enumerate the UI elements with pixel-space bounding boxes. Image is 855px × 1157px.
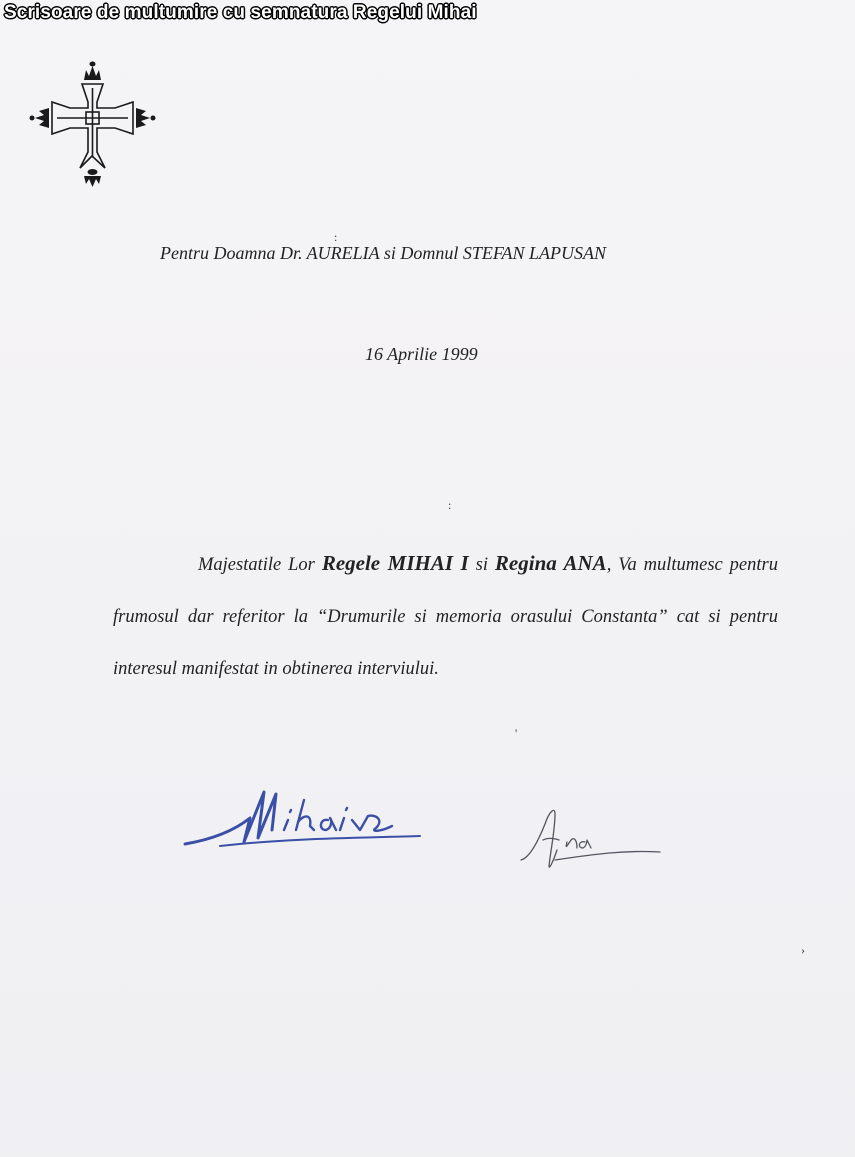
letter-date: 16 Aprilie 1999 <box>365 344 478 364</box>
addressee-line: Pentru Doamna Dr. AURELIA si Domnul STEFAN LAPUSAN <box>160 243 607 263</box>
letter-body <box>113 537 778 695</box>
paper-speck: › <box>801 943 805 957</box>
paper-speck: : <box>334 230 338 244</box>
king-name: Regele MIHAI I <box>321 551 469 575</box>
paper-speck: ' <box>515 726 518 740</box>
image-caption: Scrisoare de multumire cu semnatura Regelui Mihai <box>4 2 477 23</box>
royal-cross-emblem-icon <box>25 52 160 192</box>
queen-signature <box>515 800 665 875</box>
body-part-1: Majestatile Lor <box>198 555 322 575</box>
queen-name: Regina ANA <box>494 551 607 575</box>
paper-speck: : <box>448 498 452 512</box>
body-part-3: , Va multumesc pentru frumosul dar referitor la “Drumurile si memoria orasului Constanta” cat si pentru interesul manifestat in obtinerea interviului. <box>113 555 778 679</box>
king-signature <box>180 780 430 855</box>
body-part-2: si <box>468 555 495 575</box>
